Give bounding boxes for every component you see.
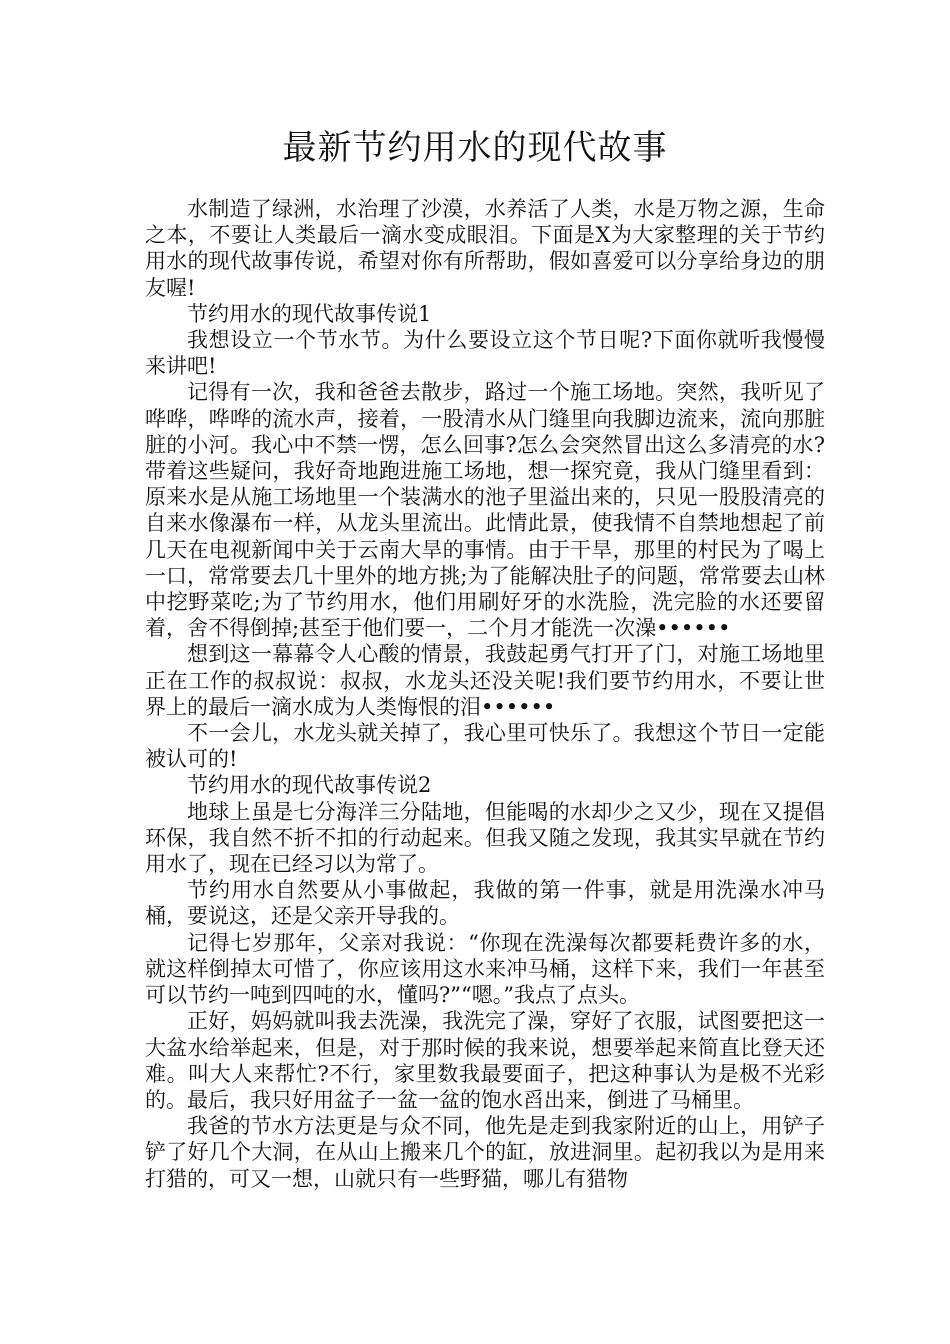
paragraph: 我想设立一个节水节。为什么要设立这个节日呢?下面你就听我慢慢来讲吧! bbox=[145, 328, 825, 379]
section-heading-1: 节约用水的现代故事传说1 bbox=[187, 301, 432, 326]
paragraph: 正好，妈妈就叫我去洗澡，我洗完了澡，穿好了衣服，试图要把这一大盆水给举起来，但是，对于那时候的我来说，想要举起来简直比登天还难。叫大人来帮忙?不行，家里数我最要面子，把这种事认为是极不光彩的。最后，我只好用盆子一盆一盆的饱水舀出来，倒进了马桶里。 bbox=[145, 1009, 825, 1112]
paragraph: 地球上虽是七分海洋三分陆地，但能喝的水却少之又少，现在又提倡环保，我自然不折不扣的行动起来。但我又随之发现，我其实早就在节约用水了，现在已经习以为常了。 bbox=[145, 799, 825, 877]
paragraph: 节约用水自然要从小事做起，我做的第一件事，就是用洗澡水冲马桶，要说这，还是父亲开导我的。 bbox=[145, 878, 825, 929]
paragraph: 记得有一次，我和爸爸去散步，路过一个施工场地。突然，我听见了哗哗，哗哗的流水声，接着，一股清水从门缝里向我脚边流来，流向那脏脏的小河。我心中不禁一愣，怎么回事?怎么会突然冒出这么多清亮的水?带着这些疑问，我好奇地跑进施工场地，想一探究竟，我从门缝里看到：原来水是从施工场地里一个装满水的池子里溢出来的，只见一股股清亮的自来水像瀑布一样，从龙头里流出。此情此景，使我情不自禁地想起了前几天在电视新闻中关于云南大旱的事情。由于干旱，那里的村民为了喝上一口，常常要去几十里外的地方挑;为了能解决肚子的问题，常常要去山林中挖野菜吃;为了节约用水，他们用刷好牙的水洗脸，洗完脸的水还要留着，舍不得倒掉;甚至于他们要一，二个月才能洗一次澡•••••• bbox=[145, 380, 825, 641]
paragraph: 记得七岁那年，父亲对我说：“你现在洗澡每次都要耗费许多的水，就这样倒掉太可惜了，你应该用这水来冲马桶，这样下来，我们一年甚至可以节约一吨到四吨的水，懂吗?”“嗯。”我点了点头。 bbox=[145, 930, 825, 1008]
paragraph-intro: 水制造了绿洲，水治理了沙漠，水养活了人类，水是万物之源，生命之本，不要让人类最后一滴水变成眼泪。下面是X为大家整理的关于节约用水的现代故事传说，希望对你有所帮助，假如喜爱可以分享给身边的朋友喔! bbox=[145, 197, 825, 300]
paragraph: 我爸的节水方法更是与众不同，他先是走到我家附近的山上，用铲子铲了好几个大洞，在从山上搬来几个的缸，放进洞里。起初我以为是用来打猎的，可又一想，山就只有一些野猫，哪儿有猎物 bbox=[145, 1114, 825, 1191]
paragraph: 想到这一幕幕令人心酸的情景，我鼓起勇气打开了门，对施工场地里正在工作的叔叔说：叔叔，水龙头还没关呢!我们要节约用水，不要让世界上的最后一滴水成为人类悔恨的泪•••••• bbox=[145, 642, 825, 719]
document-title: 最新节约用水的现代故事 bbox=[282, 128, 668, 168]
section-heading-2: 节约用水的现代故事传说2 bbox=[187, 773, 432, 798]
document-body bbox=[145, 196, 825, 1192]
paragraph: 不一会儿，水龙头就关掉了，我心里可快乐了。我想这个节日一定能被认可的! bbox=[145, 721, 825, 772]
